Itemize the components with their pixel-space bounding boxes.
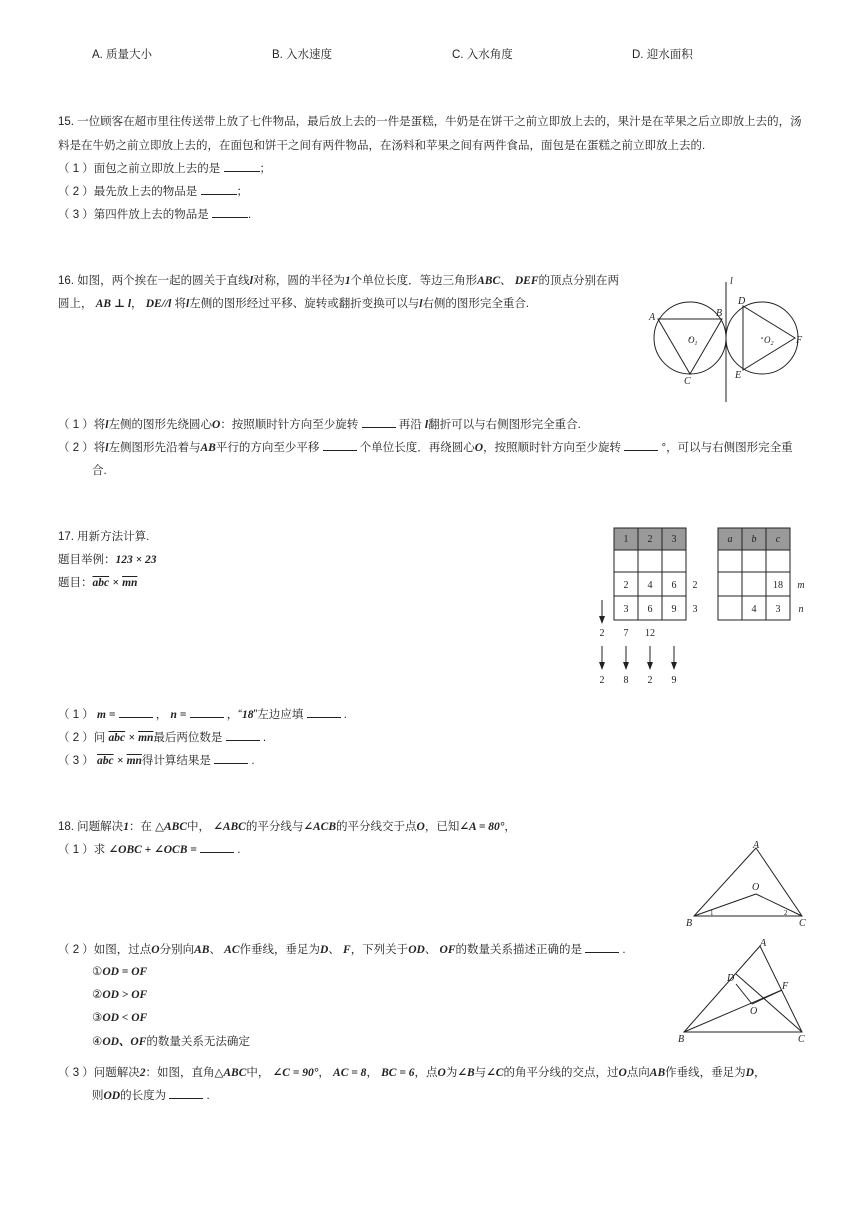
svg-text:2: 2 xyxy=(784,909,788,917)
q16-sub2-cont: 合. xyxy=(92,465,107,477)
q17-problem: 题目：$\overline{abc} \times \overline{mn}$ xyxy=(58,577,138,589)
svg-text:6: 6 xyxy=(671,580,677,591)
q17-example: 题目举例：123 × 23 xyxy=(58,554,157,566)
label-C: C xyxy=(684,376,691,387)
svg-text:9: 9 xyxy=(671,675,677,686)
svg-text:c: c xyxy=(775,534,781,545)
q17-title: 17. 用新方法计算. xyxy=(58,531,150,543)
svg-text:C: C xyxy=(798,1034,805,1045)
q15-sub3: （ 3 ）第四件放上去的物品是 . xyxy=(58,209,252,221)
svg-text:C: C xyxy=(799,918,806,929)
svg-text:D: D xyxy=(727,973,735,984)
svg-text:b: b xyxy=(751,534,757,545)
svg-text:3: 3 xyxy=(775,604,781,615)
label-l: l xyxy=(730,276,733,287)
q17-sub2: （ 2 ）问 $\overline{abc} \times \overline{mn}$最后两位数是 . xyxy=(58,732,267,744)
q18-opt4: ④OD、OF的数量关系无法确定 xyxy=(92,1036,250,1048)
option-c: C. 入水角度 xyxy=(452,49,513,61)
label-O1: $O_1$ xyxy=(688,335,698,347)
q17-table1-figure xyxy=(592,524,704,690)
svg-text:7: 7 xyxy=(623,628,629,639)
q18-opt2: ②OD > OF xyxy=(92,989,148,1001)
q18-sub3: （ 3 ）问题解决2：如图，直角△ABC中， ∠C = 90°， AC = 8， BC = 6，点O为∠B与∠C的角平分线的交点，过O点向AB作垂线，垂足为D， xyxy=(58,1067,766,1079)
svg-text:B: B xyxy=(678,1034,685,1045)
q18-sub1: （ 1 ）求 ∠OBC + ∠OCB = . xyxy=(58,844,241,856)
svg-text:m: m xyxy=(797,580,805,591)
option-d: D. 迎水面积 xyxy=(632,49,693,61)
label-E: E xyxy=(735,370,742,381)
q18-opt1: ①OD = OF xyxy=(92,966,148,978)
svg-text:1: 1 xyxy=(623,534,629,545)
svg-text:6: 6 xyxy=(647,604,653,615)
svg-text:4: 4 xyxy=(751,604,757,615)
q16-circles-figure xyxy=(640,268,810,406)
svg-text:2: 2 xyxy=(647,534,653,545)
svg-text:2: 2 xyxy=(623,580,629,591)
q15-sub2: （ 2 ）最先放上去的物品是 ； xyxy=(58,186,248,198)
svg-text:F: F xyxy=(782,981,789,992)
q18-sub2: （ 2 ）如图，过点O分别向AB、 AC作垂线，垂足为D、 F，下列关于OD、 OF的数量关系描述正确的是 . xyxy=(58,944,626,956)
q17-sub3: （ 3 ） $\overline{abc} \times \overline{mn}$得计算结果是 . xyxy=(58,755,255,767)
label-D: D xyxy=(738,296,746,307)
label-B: B xyxy=(716,308,723,319)
svg-text:3: 3 xyxy=(671,534,677,545)
label-O2: $O_2$ xyxy=(764,335,774,347)
svg-text:4: 4 xyxy=(647,580,653,591)
svg-text:B: B xyxy=(686,918,693,929)
q18-stem: 18. 问题解决1：在 △ABC中， ∠ABC的平分线与∠ACB的平分线交于点O，已知∠A = 80°， xyxy=(58,821,516,833)
svg-text:8: 8 xyxy=(623,675,629,686)
q15-stem-line1: 15. 一位顾客在超市里往传送带上放了七件物品，最后放上去的一件是蛋糕，牛奶是在饼干之前立即放上去的，果汁是在苹果之后立即放上去的，汤 xyxy=(58,116,802,128)
svg-text:18: 18 xyxy=(773,580,783,591)
label-F: F xyxy=(796,335,803,346)
svg-text:3: 3 xyxy=(692,604,698,615)
svg-text:a: a xyxy=(727,534,733,545)
q18-opt3: ③OD < OF xyxy=(92,1012,148,1024)
option-b: B. 入水速度 xyxy=(272,49,333,61)
svg-text:O: O xyxy=(750,1006,758,1017)
svg-text:n: n xyxy=(798,604,804,615)
svg-text:2: 2 xyxy=(647,675,653,686)
svg-text:3: 3 xyxy=(623,604,629,615)
svg-text:2: 2 xyxy=(599,675,605,686)
svg-text:O: O xyxy=(752,882,760,893)
svg-text:2: 2 xyxy=(692,580,698,591)
q16-stem-line2: 圆上， AB ⊥ l， DE//l 将l左侧的图形经过平移、旋转或翻折变换可以与l右侧的图形完全重合. xyxy=(58,298,530,310)
q18-sub3-cont: 则OD的长度为 . xyxy=(92,1090,210,1102)
svg-text:12: 12 xyxy=(645,628,655,639)
svg-text:9: 9 xyxy=(671,604,677,615)
q18-triangle-figure2 xyxy=(674,936,810,1046)
q17-sub1: （ 1 ） m = ， n = ，“18”左边应填 . xyxy=(58,709,347,721)
q18-triangle-figure1 xyxy=(684,838,812,930)
svg-text:A: A xyxy=(760,938,767,949)
q17-table2-figure xyxy=(712,524,812,624)
svg-text:1: 1 xyxy=(710,909,714,917)
svg-text:2: 2 xyxy=(599,628,605,639)
q16-sub1: （ 1 ）将l左侧的图形先绕圆心O：按照顺时针方向至少旋转 再沿 l翻折可以与右侧图形完全重合. xyxy=(58,419,581,431)
option-a: A. 质量大小 xyxy=(92,49,153,61)
q15-sub1: （ 1 ）面包之前立即放上去的是 ； xyxy=(58,163,271,175)
q15-stem-line2: 料是在牛奶之前立即放上去的，在面包和饼干之间有两件物品，在汤料和苹果之间有两件食品，面包是在蛋糕之前立即放上去的. xyxy=(58,140,706,152)
q16-sub2: （ 2 ）将l左侧图形先沿着与AB平行的方向至少平移 个单位长度．再绕圆心O，按照顺时针方向至少旋转 °，可以与右侧图形完全重 xyxy=(58,442,793,454)
label-A: A xyxy=(649,312,656,323)
svg-text:A: A xyxy=(753,840,760,851)
q16-stem-line1: 16. 如图，两个挨在一起的圆关于直线l对称，圆的半径为1个单位长度．等边三角形ABC、 DEF的顶点分别在两 xyxy=(58,275,620,287)
